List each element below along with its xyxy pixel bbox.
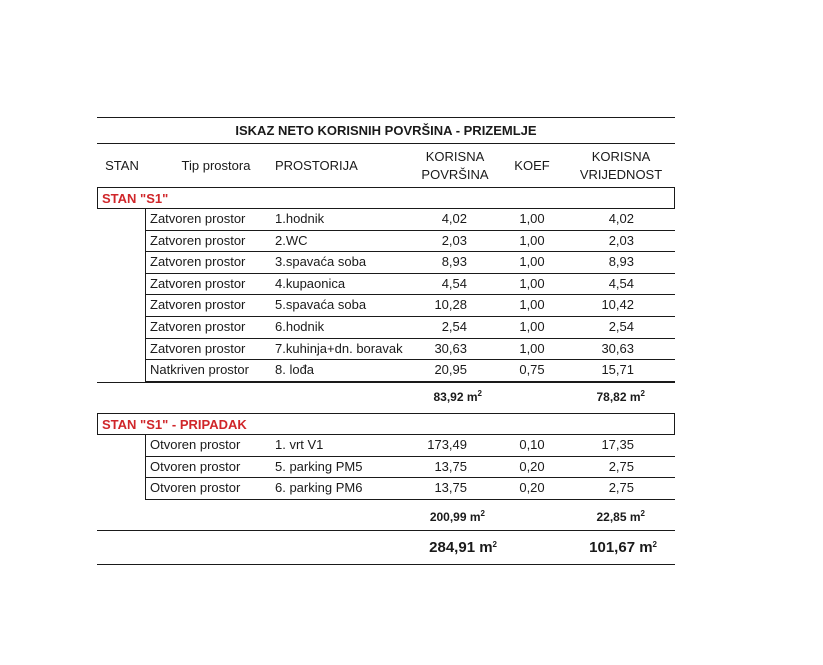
row-povrsina: 173,49: [427, 437, 467, 452]
row-tip: Otvoren prostor: [150, 458, 241, 474]
rule-section1-left: [97, 187, 98, 208]
row-rule-left: [145, 208, 146, 230]
row-rule: [145, 381, 675, 382]
rule-section2-left: [97, 413, 98, 434]
row-povrsina: 4,54: [441, 275, 467, 291]
row-tip: Zatvoren prostor: [150, 232, 246, 248]
row-rule: [145, 359, 675, 360]
row-povrsina: 30,63: [434, 340, 467, 356]
row-vrijednost: 2,54: [608, 319, 634, 334]
section2-label: STAN "S1" - PRIPADAK: [102, 417, 247, 432]
row-tip: Zatvoren prostor: [150, 340, 246, 356]
row-rule-left: [145, 230, 146, 252]
row-rule: [145, 294, 675, 295]
row-rule-left: [145, 273, 146, 295]
row-rule: [145, 316, 675, 317]
row-povrsina: 2,03: [441, 232, 467, 248]
section2-total-povrsina: 200,99 $m^2$: [429, 509, 485, 524]
section1-total-vrijednost: 78,82 $m^2$: [596, 389, 645, 404]
row-rule: [145, 499, 675, 500]
row-tip: Zatvoren prostor: [150, 211, 246, 226]
table-title: ISKAZ NETO KORISNIH POVRŠINA - PRIZEMLJE: [235, 123, 537, 138]
grand-total-vrijednost: 101,67 $m^2$: [589, 539, 657, 556]
row-vrijednost: 2,03: [608, 232, 634, 248]
header-povrsina-1: KORISNA: [425, 149, 485, 164]
row-prostorija: 6.hodnik: [275, 319, 325, 334]
section1-label: STAN "S1": [102, 191, 169, 206]
row-koef: 1,00: [519, 340, 545, 356]
row-rule-left: [145, 434, 146, 456]
row-tip: Zatvoren prostor: [150, 297, 246, 313]
row-povrsina: 4,02: [441, 211, 467, 226]
row-vrijednost: 10,42: [601, 297, 634, 313]
row-koef: 1,00: [519, 254, 545, 270]
row-koef: 1,00: [519, 211, 545, 226]
row-rule-left: [145, 359, 146, 381]
header-vrijednost-2: VRIJEDNOST: [579, 167, 663, 182]
row-tip: Zatvoren prostor: [150, 254, 246, 270]
row-vrijednost: 17,35: [601, 437, 634, 452]
row-povrsina: 20,95: [434, 362, 467, 378]
row-tip: Natkriven prostor: [150, 362, 249, 378]
rule-top: [97, 117, 675, 118]
row-vrijednost: 8,93: [608, 254, 634, 270]
row-rule: [145, 230, 675, 231]
row-rule: [145, 338, 675, 339]
rule-bottom: [97, 564, 675, 565]
row-rule-left: [145, 251, 146, 273]
header-tip: Tip prostora: [181, 158, 251, 173]
section2-total-vrijednost: 22,85 $m^2$: [596, 509, 645, 524]
row-povrsina: 8,93: [441, 254, 467, 270]
row-koef: 0,10: [519, 437, 545, 452]
row-povrsina: 13,75: [434, 458, 467, 474]
row-prostorija: 8. lođa: [275, 362, 315, 378]
row-povrsina: 10,28: [434, 297, 467, 313]
rule-header: [97, 187, 675, 188]
header-koef: KOEF: [514, 158, 550, 173]
header-prostorija: PROSTORIJA: [275, 158, 358, 173]
row-rule-left: [145, 456, 146, 478]
row-tip: Zatvoren prostor: [150, 319, 246, 334]
row-tip: Otvoren prostor: [150, 480, 241, 496]
header-povrsina-2: POVRŠINA: [421, 167, 489, 182]
row-prostorija: 2.WC: [275, 232, 308, 248]
row-koef: 1,00: [519, 275, 545, 291]
row-koef: 1,00: [519, 297, 545, 313]
row-rule: [145, 251, 675, 252]
rule-subtotal1: [97, 382, 675, 383]
row-prostorija: 3.spavaća soba: [275, 254, 367, 270]
area-table: [97, 117, 675, 565]
row-vrijednost: 2,75: [608, 458, 634, 474]
rule-section1: [97, 208, 675, 209]
row-prostorija: 6. parking PM6: [275, 480, 363, 496]
rule-section2-top: [97, 413, 675, 414]
grand-total-povrsina: 284,91 $m^2$: [429, 539, 497, 556]
row-rule-left: [145, 338, 146, 360]
row-rule-left: [145, 316, 146, 338]
row-tip: Otvoren prostor: [150, 437, 241, 452]
row-vrijednost: 4,54: [608, 275, 634, 291]
rule-section2: [97, 434, 675, 435]
row-rule-left: [145, 477, 146, 499]
header-vrijednost-1: KORISNA: [591, 149, 651, 164]
row-vrijednost: 2,75: [608, 480, 634, 496]
rule-section1-right: [674, 187, 675, 208]
rule-subtotal2: [97, 530, 675, 531]
row-prostorija: 7.kuhinja+dn. boravak: [275, 340, 403, 356]
row-rule: [145, 273, 675, 274]
row-vrijednost: 4,02: [608, 211, 634, 226]
row-prostorija: 5. parking PM5: [275, 458, 363, 474]
row-koef: 1,00: [519, 319, 545, 334]
row-vrijednost: 15,71: [601, 362, 634, 378]
row-povrsina: 13,75: [434, 480, 467, 496]
row-tip: Zatvoren prostor: [150, 275, 246, 291]
row-rule-left: [145, 294, 146, 316]
rule-title: [97, 143, 675, 144]
row-koef: 1,00: [519, 232, 545, 248]
row-povrsina: 2,54: [441, 319, 467, 334]
row-rule: [145, 477, 675, 478]
row-koef: 0,20: [519, 480, 545, 496]
row-prostorija: 1. vrt V1: [275, 437, 324, 452]
row-prostorija: 5.spavaća soba: [275, 297, 367, 313]
row-koef: 0,20: [519, 458, 545, 474]
row-prostorija: 4.kupaonica: [275, 275, 346, 291]
row-koef: 0,75: [519, 362, 545, 378]
row-prostorija: 1.hodnik: [275, 211, 325, 226]
row-vrijednost: 30,63: [601, 340, 634, 356]
header-stan: STAN: [105, 158, 139, 173]
section1-total-povrsina: 83,92 $m^2$: [433, 389, 482, 404]
row-rule: [145, 456, 675, 457]
rule-section2-right: [674, 413, 675, 434]
